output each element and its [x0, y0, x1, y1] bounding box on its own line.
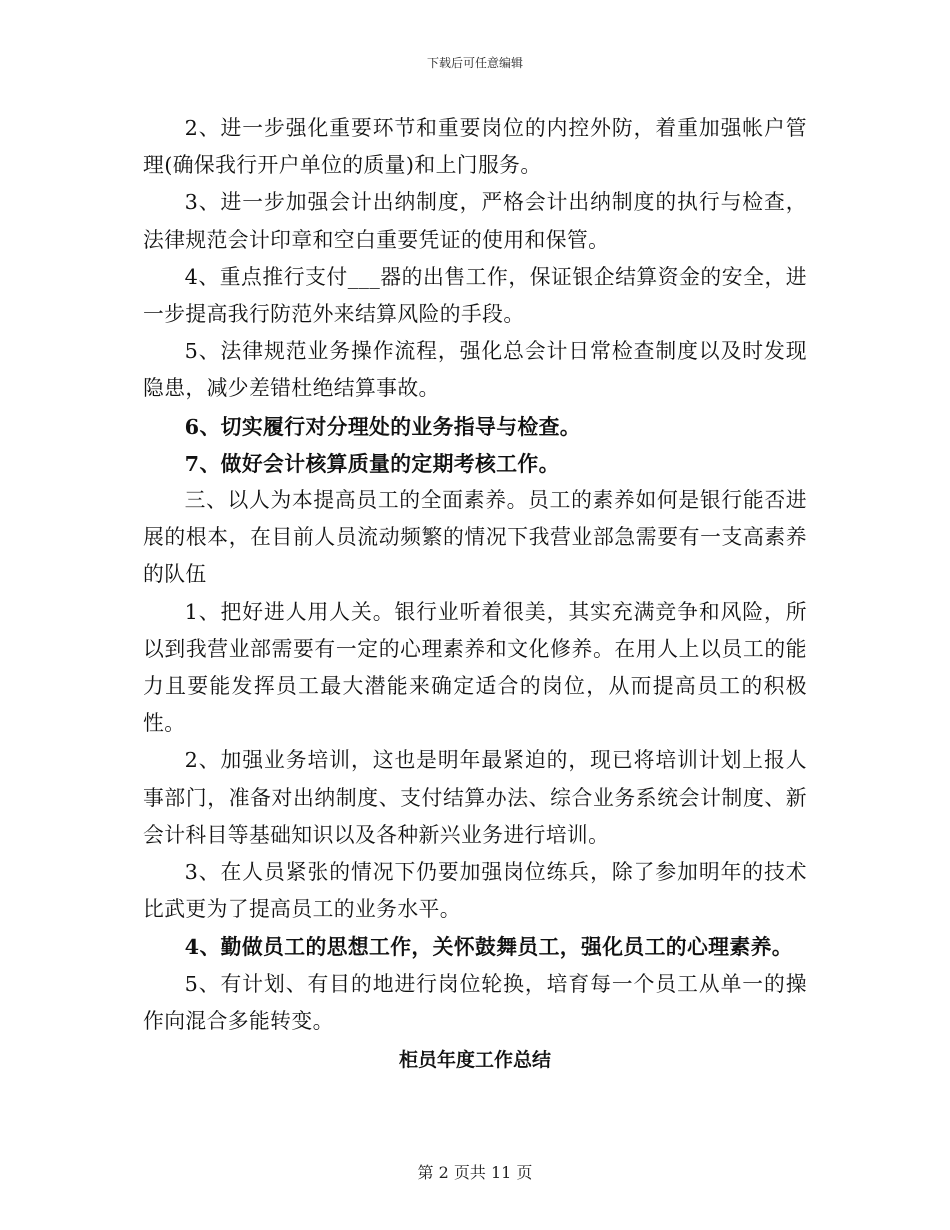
paragraph: 3、在人员紧张的情况下仍要加强岗位练兵，除了参加明年的技术比武更为了提高员工的业务水平。: [143, 860, 807, 922]
paragraph: 1、把好进人用人关。银行业听着很美，其实充满竞争和风险，所以到我营业部需要有一定的心理素养和文化修养。在用人上以员工的能力且要能发挥员工最大潜能来确定适合的岗位，从而提高员工的积极性。: [143, 599, 807, 736]
paragraph: 2、进一步强化重要环节和重要岗位的内控外防，着重加强帐户管理(确保我行开户单位的质量)和上门服务。: [143, 116, 807, 178]
paragraph: 7、做好会计核算质量的定期考核工作。: [184, 450, 560, 476]
paragraph: 2、加强业务培训，这也是明年最紧迫的，现已将培训计划上报人事部门，准备对出纳制度、支付结算办法、综合业务系统会计制度、新会计科目等基础知识以及各种新兴业务进行培训。: [143, 748, 807, 847]
paragraph: 3、进一步加强会计出纳制度，严格会计出纳制度的执行与检查，法律规范会计印章和空白重要凭证的使用和保管。: [143, 190, 807, 252]
document-body: [143, 110, 807, 1079]
paragraph: 5、法律规范业务操作流程，强化总会计日常检查制度以及时发现隐患，减少差错杜绝结算事故。: [143, 339, 807, 401]
page-header: 下载后可任意编辑: [426, 56, 523, 70]
paragraph: 6、切实履行对分理处的业务指导与检查。: [184, 413, 582, 439]
section-title: 柜员年度工作总结: [398, 1049, 551, 1072]
paragraph: 4、重点推行支付___器的出售工作，保证银企结算资金的安全，进一步提高我行防范外来结算风险的手段。: [143, 264, 807, 327]
paragraph: 三、以人为本提高员工的全面素养。员工的素养如何是银行能否进展的根本，在目前人员流动频繁的情况下我营业部急需要有一支高素养的队伍: [143, 488, 807, 587]
paragraph: 4、勤做员工的思想工作，关怀鼓舞员工，强化员工的心理素养。: [184, 934, 793, 960]
paragraph: 5、有计划、有目的地进行岗位轮换，培育每一个员工从单一的操作向混合多能转变。: [143, 971, 807, 1033]
page-number: 第 2 页共 11 页: [417, 1163, 533, 1182]
